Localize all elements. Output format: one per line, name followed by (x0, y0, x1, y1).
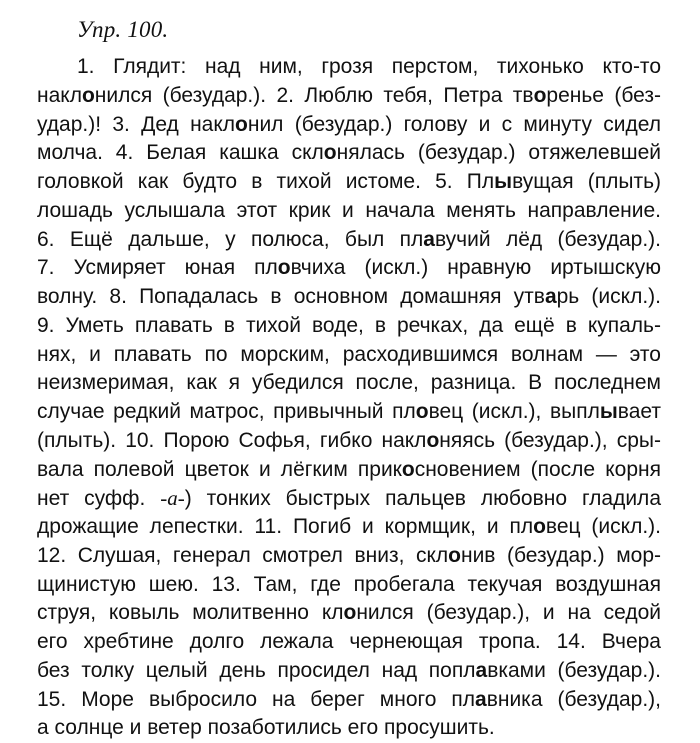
text-segment: 1. Глядит: над ним, грозя перстом, тихонько кто-то (77, 55, 661, 78)
emphasized-letter: а (475, 658, 488, 682)
emphasized-letter: а (423, 227, 435, 251)
text-segment: нился (безудар.), и на седой (356, 601, 661, 625)
text-line (37, 139, 661, 168)
text-line (37, 398, 661, 427)
text-segment: вчиха (искл.) нравную иртышскую (290, 256, 661, 280)
text-line (37, 369, 661, 398)
text-segment: струя, ковыль молитвенно кл (37, 601, 344, 625)
text-segment: нет суфф. (37, 487, 161, 511)
text-segment: 12. Слушая, генерал смотрел вниз, скл (37, 543, 449, 567)
text-segment: вала полевой цветок и лёгким прик (37, 457, 402, 481)
emphasized-letter: о (277, 256, 291, 280)
text-segment: его хребтине долго лежала чернеющая тропа. 14. Вчера (37, 630, 661, 653)
text-segment: 9. Уметь плавать в тихой воде, в речках, да ещё в купаль- (37, 313, 661, 337)
exercise-title: Упр. 100. (77, 17, 169, 42)
text-segment: рь (искл.). (556, 285, 661, 308)
emphasized-letter: а (475, 687, 487, 711)
text-line (37, 254, 661, 283)
text-line (37, 111, 661, 140)
text-line (37, 513, 661, 542)
emphasized-letter: ы (599, 400, 618, 423)
text-segment: неизмеримая, как я убедился после, разница. В последнем (37, 371, 661, 395)
emphasized-letter: о (401, 457, 415, 481)
text-segment: сновением (после корня (414, 457, 661, 481)
text-line (37, 427, 661, 456)
text-line (37, 714, 661, 743)
text-line (37, 571, 661, 600)
emphasized-letter: а (544, 285, 557, 308)
emphasized-letter: о (533, 515, 546, 538)
text-segment: вками (безудар.). (487, 658, 661, 682)
text-segment: вущая (плыть) (512, 170, 662, 193)
text-segment: нил (безудар.) голову и с минуту сидел (247, 112, 661, 136)
text-segment: вает (617, 400, 661, 423)
text-segment: ) тонких быстрых пальцев любовно гладила (184, 487, 661, 511)
text-segment: вника (безудар.), (486, 687, 661, 711)
text-line (37, 484, 661, 513)
text-segment: вец (искл.), выпл (428, 400, 600, 423)
emphasized-letter: о (426, 428, 440, 452)
text-segment: (плыть). 10. Порою Софья, гибко накл (37, 428, 427, 452)
text-segment: вучий лёд (безудар.). (434, 227, 661, 251)
text-line (37, 312, 661, 341)
text-segment: без толку целый день просидел над попл (37, 658, 476, 682)
text-segment: нив (безудар.) мор- (460, 543, 661, 567)
text-segment: 6. Ещё дальше, у полюса, был пл (37, 227, 424, 251)
text-segment: молча. 4. Белая кашка скл (37, 141, 324, 165)
emphasized-letter: о (415, 400, 429, 423)
text-segment: удар.)! 3. Дед накл (37, 112, 236, 136)
text-line (37, 628, 661, 657)
text-line (37, 599, 661, 628)
text-segment: няясь (безудар.), сры- (439, 428, 661, 452)
emphasized-letter: о (235, 112, 248, 136)
text-segment: а солнце и ветер позаботились его просушить. (37, 716, 495, 740)
text-segment: 15. Море выбросило на берег много пл (37, 687, 476, 711)
text-segment: вец (искл.). (545, 515, 661, 538)
text-segment: накл (37, 83, 82, 107)
text-segment: щинистую шею. 13. Там, где пробегала текучая воздушная (37, 572, 661, 596)
text-segment: случае редкий матрос, привычный пл (37, 400, 416, 423)
text-segment: нях, и плавать по морским, расходившимся волнам — это (37, 342, 661, 366)
text-segment: лошадь услышала этот крик и начала менять направление. (37, 198, 661, 222)
text-line (37, 542, 661, 571)
text-line (37, 226, 661, 255)
exercise-text (37, 53, 661, 743)
text-line (37, 168, 661, 197)
text-segment: 7. Усмиряет юная пл (37, 256, 278, 280)
text-segment: нился (безудар.). 2. Люблю тебя, Петра тв (94, 83, 534, 107)
emphasized-letter: о (448, 543, 461, 567)
text-segment: дрожащие лепестки. 11. Погиб и кормщик, и пл (37, 515, 534, 538)
italic-fragment: -а- (160, 486, 185, 511)
text-segment: головкой как будто в тихой истоме. 5. Пл (37, 170, 495, 193)
text-segment: волну. 8. Попадалась в основном домашняя утв (37, 285, 545, 308)
text-line (37, 283, 661, 312)
emphasized-letter: ы (494, 170, 513, 193)
text-line (37, 456, 661, 485)
text-segment: ренье (без- (546, 83, 661, 107)
emphasized-letter: о (323, 141, 337, 165)
text-line (37, 53, 661, 82)
text-line (37, 197, 661, 226)
emphasized-letter: о (81, 83, 95, 107)
text-line (37, 82, 661, 111)
text-line (37, 686, 661, 715)
text-line (37, 341, 661, 370)
emphasized-letter: о (343, 601, 357, 625)
text-segment: нялась (безудар.) отяжелевшей (336, 141, 661, 165)
text-line (37, 657, 661, 686)
emphasized-letter: о (533, 83, 547, 107)
